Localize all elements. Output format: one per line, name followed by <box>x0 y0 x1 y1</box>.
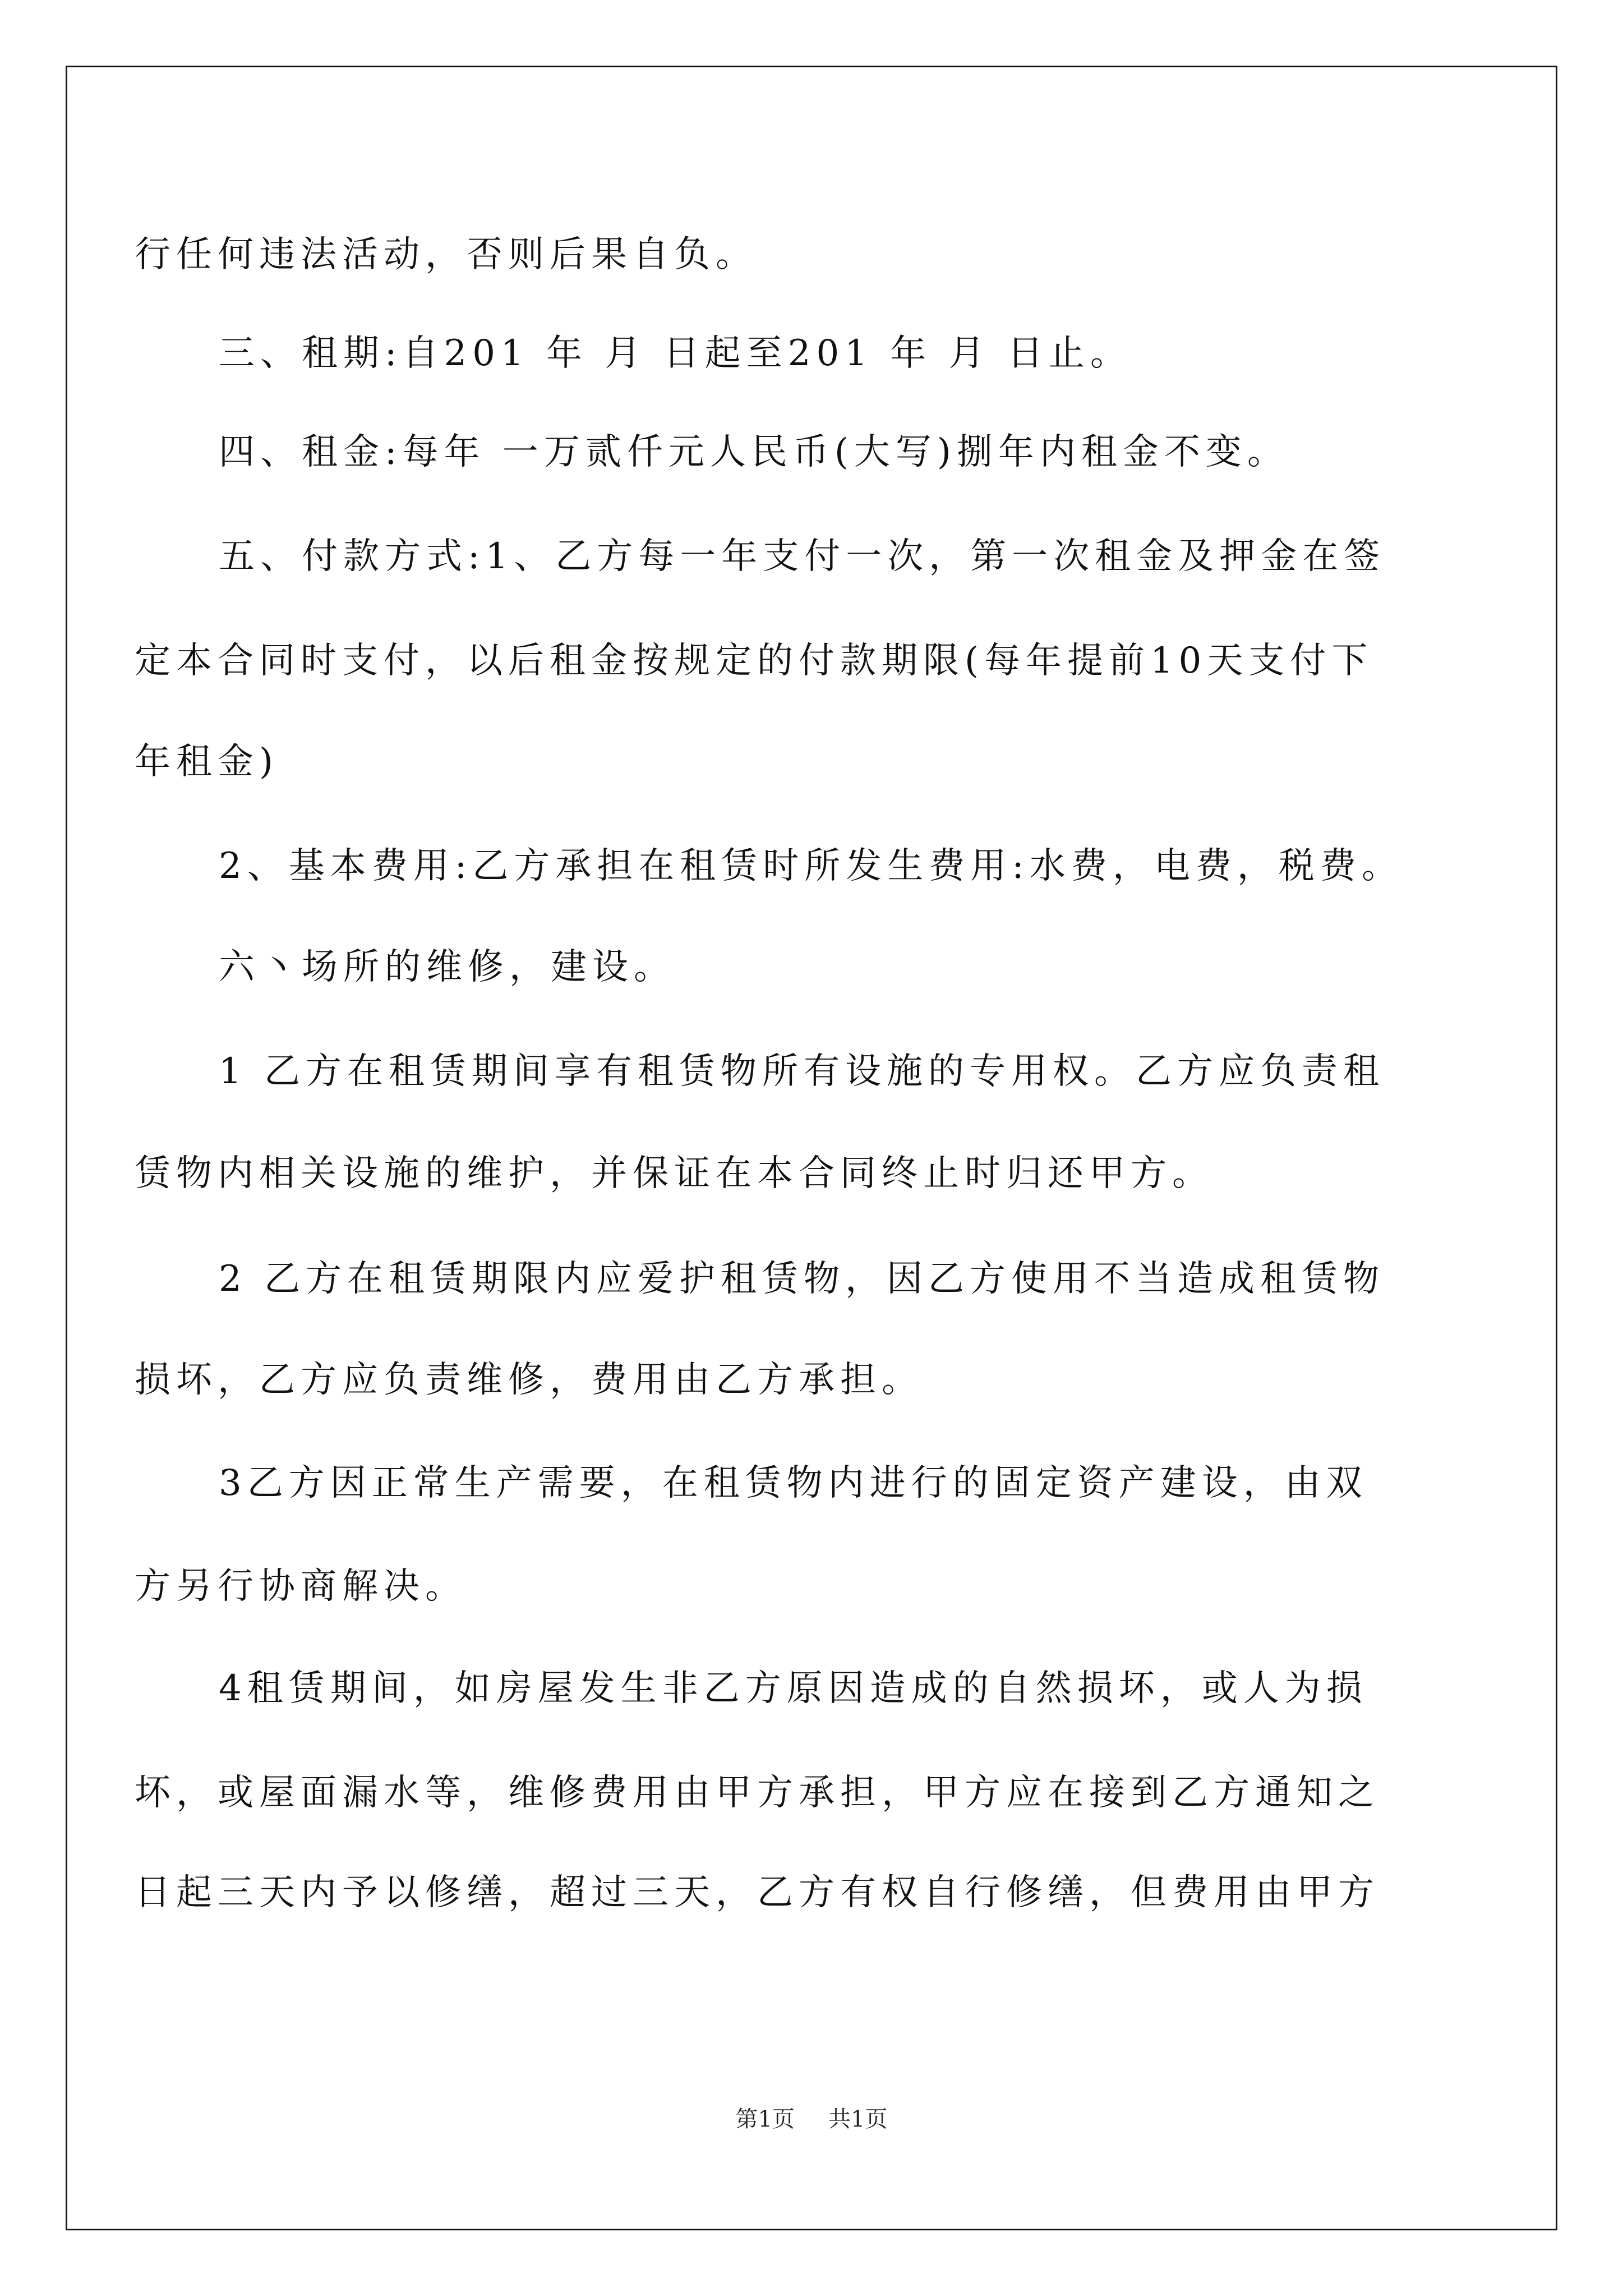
text-line: 定本合同时支付，以后租金按规定的付款期限(每年提前10天支付下 <box>135 640 1373 682</box>
text-line: 六丶场所的维修，建设。 <box>219 946 675 988</box>
page-number: 第1页 <box>735 2106 795 2132</box>
text-line: 损坏，乙方应负责维修，费用由乙方承担。 <box>135 1359 923 1401</box>
text-line: 五、付款方式:1、乙方每一年支付一次，第一次租金及押金在签 <box>219 536 1386 577</box>
page-footer <box>0 2108 1623 2131</box>
page-total: 共1页 <box>828 2106 888 2132</box>
text-line: 3乙方因正常生产需要，在租赁物内进行的固定资产建设，由双 <box>219 1462 1368 1504</box>
text-line: 四、租金:每年 一万贰仟元人民币(大写)捌年内租金不变。 <box>219 431 1289 473</box>
text-line: 4租赁期间，如房屋发生非乙方原因造成的自然损坏，或人为损 <box>219 1668 1368 1709</box>
text-line: 坏，或屋面漏水等，维修费用由甲方承担，甲方应在接到乙方通知之 <box>135 1772 1380 1814</box>
text-line: 方另行协商解决。 <box>135 1566 467 1607</box>
text-line: 行任何违法活动，否则后果自负。 <box>135 234 757 275</box>
text-line: 三、租期:自201 年 月 日起至201 年 月 日止。 <box>219 333 1132 374</box>
text-line: 日起三天内予以修缮，超过三天，乙方有权自行修缮，但费用由甲方 <box>135 1872 1380 1913</box>
text-line: 2、基本费用:乙方承担在租赁时所发生费用:水费，电费，税费。 <box>219 845 1403 887</box>
text-line: 年租金) <box>135 741 279 783</box>
text-line: 赁物内相关设施的维护，并保证在本合同终止时归还甲方。 <box>135 1153 1214 1194</box>
text-line: 1 乙方在租赁期间享有租赁物所有设施的专用权。乙方应负责租 <box>219 1051 1385 1092</box>
text-line: 2 乙方在租赁期限内应爱护租赁物，因乙方使用不当造成租赁物 <box>219 1258 1385 1300</box>
